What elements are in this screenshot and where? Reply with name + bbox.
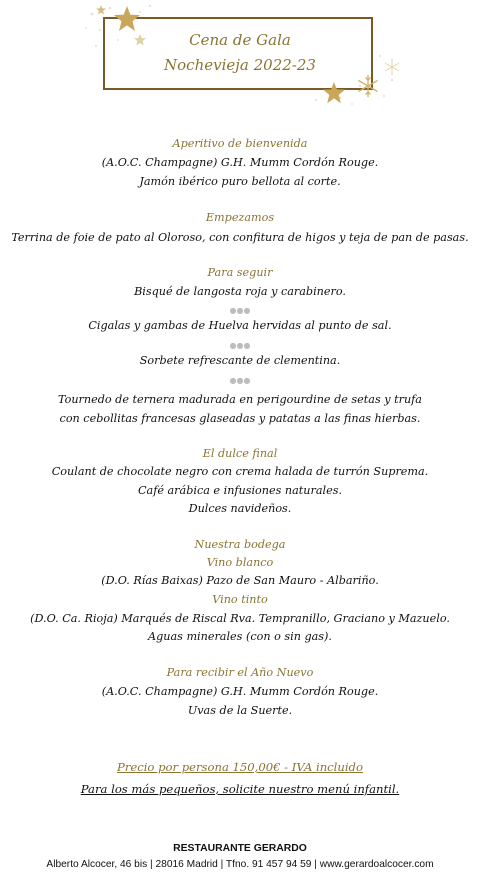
kids-menu-note: Para los más pequeños, solicite nuestro menú infantil. [80,782,400,796]
title-line-1: Cena de Gala [189,31,291,49]
menu-item: Sorbete refrescante de clementina. [139,354,341,367]
menu-item: Cigalas y gambas de Huelva hervidas al punto de sal. [88,319,392,332]
header-decoration [0,0,480,120]
menu-item: (D.O. Rías Baixas) Pazo de San Mauro - Albariño. [101,574,379,587]
menu-item: Uvas de la Suerte. [187,704,293,717]
snowflake-icon [355,73,381,99]
heading-para-seguir: Para seguir [207,266,273,279]
menu-item: Jamón ibérico puro bellota al corte. [139,175,341,188]
menu-item: (A.O.C. Champagne) G.H. Mumm Cordón Rouge. [101,685,379,698]
separator-dots: ●●● [229,306,251,315]
heading-dulce: El dulce final [202,447,278,460]
heading-ano-nuevo: Para recibir el Año Nuevo [166,666,314,679]
heading-aperitivo: Aperitivo de bienvenida [172,137,308,150]
menu-item: (A.O.C. Champagne) G.H. Mumm Cordón Rouge. [101,156,379,169]
menu-item: Aguas minerales (con o sin gas). [148,630,332,643]
title-line-2: Nochevieja 2022-23 [164,56,316,74]
heading-vino-tinto: Vino tinto [212,593,268,606]
menu-item: Dulces navideños. [188,502,292,515]
separator-dots: ●●● [229,376,251,385]
menu-item: Tournedo de ternera madurada en perigourdine de setas y trufa [58,393,422,406]
price-line: Precio por persona 150,00€ - IVA incluido [117,760,363,774]
menu-item: Terrina de foie de pato al Oloroso, con confitura de higos y teja de pan de pasas. [11,231,469,244]
menu-item: Café arábica e infusiones naturales. [137,484,343,497]
menu-item: Bisqué de langosta roja y carabinero. [134,285,346,298]
heading-bodega: Nuestra bodega [194,538,286,551]
restaurant-address: Alberto Alcocer, 46 bis | 28016 Madrid | Tfno. 91 457 94 59 | www.gerardoalcocer.com [46,859,434,870]
heading-empezamos: Empezamos [205,211,275,224]
star-icon [95,4,107,16]
star-icon [321,80,347,106]
heading-vino-blanco: Vino blanco [206,556,274,569]
menu-item: con cebollitas francesas glaseadas y patatas a las finas hierbas. [59,412,421,425]
separator-dots: ●●● [229,341,251,350]
menu-item: Coulant de chocolate negro con crema halada de turrón Suprema. [51,465,429,478]
menu-item: (D.O. Ca. Rioja) Marqués de Riscal Rva. Tempranillo, Graciano y Mazuelo. [30,612,450,625]
restaurant-name: RESTAURANTE GERARDO [173,843,307,854]
